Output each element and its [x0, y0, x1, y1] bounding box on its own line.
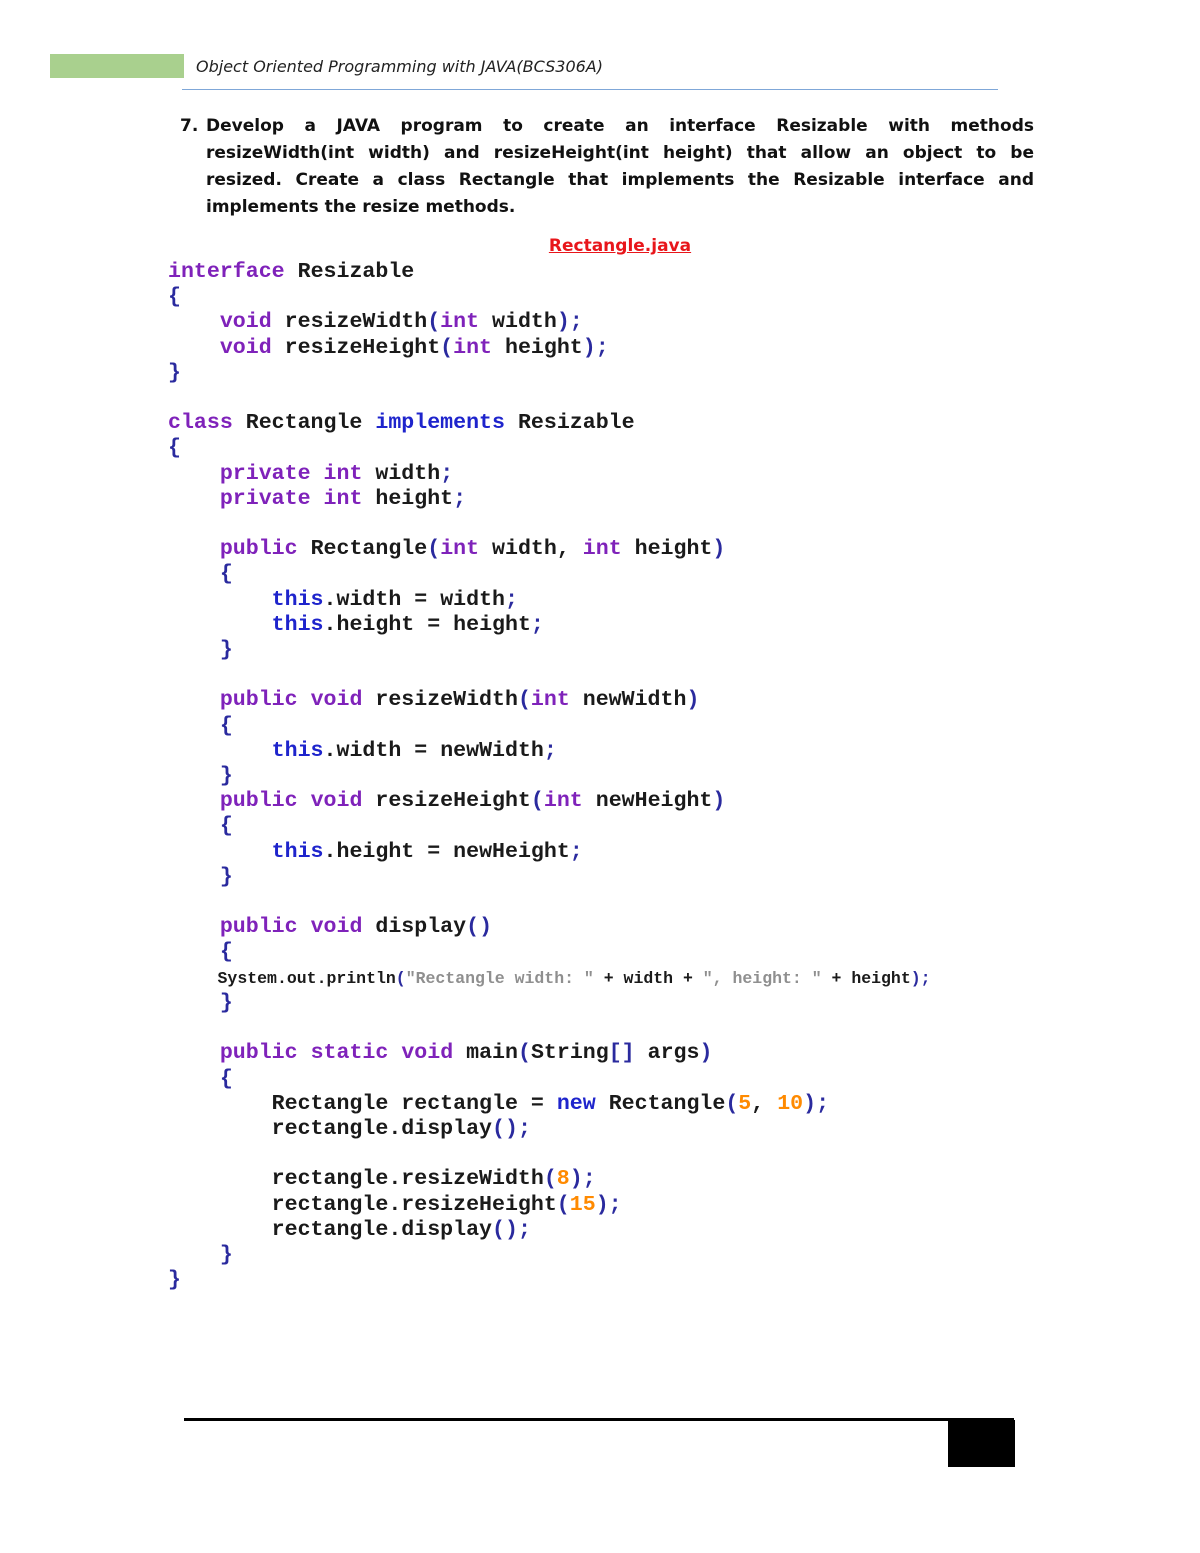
- footer-divider: [184, 1418, 1014, 1421]
- code-line: this.height = height;: [271, 612, 544, 637]
- code-line: Rectangle rectangle = new Rectangle(5, 10);: [271, 1091, 830, 1116]
- code-line: public void resizeHeight(int newHeight): [219, 789, 726, 814]
- header-color-band: [50, 54, 184, 78]
- code-line: }: [219, 764, 233, 789]
- code-line: System.out.println("Rectangle width: " + width + ", height: " + height);: [217, 968, 931, 988]
- code-line: class Rectangle implements Resizable: [168, 411, 635, 436]
- code-line: public Rectangle(int width, int height): [219, 537, 726, 562]
- page-number-box: [948, 1420, 1015, 1467]
- code-line: rectangle.display();: [271, 1116, 531, 1141]
- header-divider: [182, 89, 998, 90]
- code-line: public void resizeWidth(int newWidth): [219, 688, 700, 713]
- code-line: this.height = newHeight;: [271, 839, 583, 864]
- code-line: {: [219, 814, 233, 839]
- code-line: }: [219, 638, 233, 663]
- question-block: [180, 113, 1034, 221]
- code-line: public static void main(String[] args): [219, 1041, 713, 1066]
- code-line: interface Resizable: [168, 260, 415, 284]
- code-line: }: [219, 990, 233, 1015]
- code-line: void resizeHeight(int height);: [219, 335, 609, 360]
- code-line: rectangle.display();: [271, 1217, 531, 1242]
- code-line: }: [168, 1268, 181, 1293]
- code-line: private int width;: [219, 461, 454, 486]
- code-line: {: [219, 940, 233, 965]
- code-line: rectangle.resizeWidth(8);: [271, 1167, 596, 1192]
- code-line: this.width = width;: [271, 587, 518, 612]
- question-text: Develop a JAVA program to create an interface Resizable with methods resizeWidth(int width) and resizeHeight(int height) that allow an object to be resized. Create a class Rectangle that implements the Resizable interface and implements the resize methods.: [206, 116, 1034, 217]
- code-line: {: [168, 285, 181, 310]
- code-line: this.width = newWidth;: [271, 738, 557, 763]
- code-line: void resizeWidth(int width);: [219, 310, 583, 335]
- code-line: {: [219, 562, 233, 587]
- code-line: rectangle.resizeHeight(15);: [271, 1192, 622, 1217]
- code-line: }: [219, 1242, 233, 1267]
- code-line: private int height;: [219, 486, 467, 511]
- code-line: {: [219, 713, 233, 738]
- code-listing: [168, 260, 931, 1293]
- code-line: }: [168, 360, 181, 385]
- code-line: {: [168, 436, 181, 461]
- file-title: Rectangle.java: [548, 236, 692, 256]
- code-line: {: [219, 1066, 233, 1091]
- code-line: public void display(): [219, 915, 493, 940]
- code-line: }: [219, 864, 233, 889]
- running-header-title: Object Oriented Programming with JAVA(BCS306A): [196, 57, 603, 76]
- question-number: 7.: [180, 116, 199, 136]
